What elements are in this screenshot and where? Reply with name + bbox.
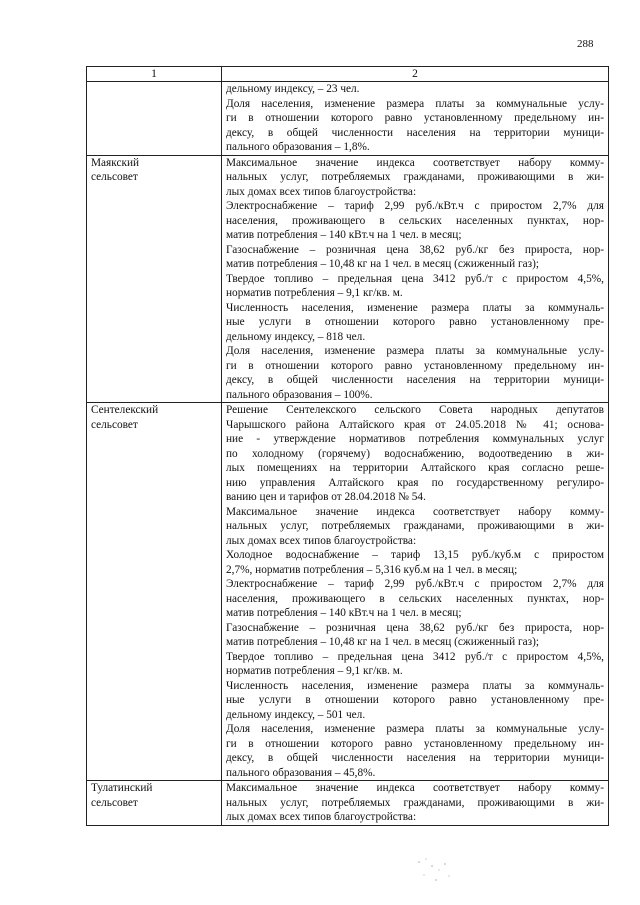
column-header-1: 1 [87, 67, 222, 82]
municipality-name-line: сельсовет [91, 171, 138, 183]
description-line: нию управления Алтайского края по государственному регулиро- [226, 476, 604, 489]
column-header-2: 2 [222, 67, 609, 82]
description-line: ги в отношении которого равно установленному предельному ин- [226, 359, 604, 372]
description-line: ные услуги в отношении которого равно установленному пре- [226, 316, 604, 328]
description-line: Максимальное значение индекса соответствует набору комму- [226, 782, 604, 794]
description-cell [222, 155, 609, 403]
table-body [87, 82, 609, 826]
description-line: 2,7%, норматив потребления – 5,316 куб.м на 1 чел. в месяц; [226, 563, 518, 576]
description-line: матив потребления – 140 кВт.ч на 1 чел. в месяц; [226, 607, 462, 619]
description-cell [222, 82, 609, 156]
description-line: по холодному (горячему) водоснабжению, водоотведению в жи- [226, 447, 604, 460]
description-line: матив потребления – 140 кВт.ч на 1 чел. в месяц; [226, 229, 462, 241]
municipality-name-cell [87, 82, 222, 156]
description-line: дексу, в общей численности населения на территории муници- [226, 374, 604, 386]
description-line: Максимальное значение индекса соответствует набору комму- [226, 505, 604, 518]
table-header-row [87, 67, 609, 82]
description-line: дельному индексу, – 818 чел. [226, 330, 366, 343]
description-line: Холодное водоснабжение – тариф 13,15 руб./куб.м с приростом [226, 549, 604, 561]
municipality-name-line: Сентелекский [91, 404, 159, 416]
description-line: ги в отношении которого равно установленному предельному ин- [226, 112, 604, 124]
municipality-name-line: Маякский [91, 156, 140, 169]
description-line: Электроснабжение – тариф 2,99 руб./кВт.ч с приростом 2,7% для [226, 200, 604, 212]
description-line: лых помещениях на территории Алтайского края согласно реше- [226, 462, 604, 474]
description-line: лых домах всех типов благоустройства: [226, 185, 417, 198]
table-row [87, 403, 609, 781]
description-line: Решение Сентелекского сельского Совета народных депутатов [226, 404, 604, 416]
municipality-name-cell [87, 781, 222, 826]
description-line: матив потребления – 10,48 кг на 1 чел. в месяц (сжиженный газ); [226, 258, 539, 270]
municipality-name-line: Тулатинский [91, 782, 153, 794]
table-row [87, 155, 609, 403]
description-line: Максимальное значение индекса соответствует набору комму- [226, 156, 604, 169]
description-line: ние - утверждение нормативов потребления коммунальных услуг [226, 433, 604, 445]
description-line: лых домах всех типов благоустройства: [226, 534, 417, 547]
description-line: пального образования – 100%. [226, 388, 373, 401]
municipality-name-line: сельсовет [91, 796, 138, 809]
description-line: Чарышского района Алтайского края от 24.05.2018 № 41; основа- [226, 418, 604, 431]
table-row [87, 781, 609, 826]
description-line: населения, проживающего в сельских населенных пунктах, нор- [226, 592, 604, 605]
description-cell [222, 403, 609, 781]
description-line: Твердое топливо – предельная цена 3412 руб./т с приростом 4,5%, [226, 650, 604, 663]
description-line: нальных услуг, потребляемых гражданами, проживающими в жи- [226, 171, 604, 183]
scan-specks [415, 856, 455, 886]
description-line: ванию цен и тарифов от 28.04.2018 № 54. [226, 491, 426, 503]
description-line: Твердое топливо – предельная цена 3412 руб./т с приростом 4,5%, [226, 272, 604, 285]
description-line: Газоснабжение – розничная цена 38,62 руб./кг без прироста, нор- [226, 243, 604, 256]
description-cell [222, 781, 609, 826]
description-line: нальных услуг, потребляемых гражданами, проживающими в жи- [226, 520, 604, 532]
description-line: пального образования – 45,8%. [226, 766, 376, 779]
municipality-name-line: сельсовет [91, 418, 138, 431]
description-line: населения, проживающего в сельских населенных пунктах, нор- [226, 214, 604, 227]
description-line: матив потребления – 10,48 кг на 1 чел. в месяц (сжиженный газ); [226, 636, 539, 648]
description-line: дельному индексу, – 23 чел. [226, 83, 360, 95]
description-line: ные услуги в отношении которого равно установленному пре- [226, 694, 604, 706]
municipal-index-table [86, 66, 609, 826]
page-number: 288 [577, 38, 594, 50]
description-line: Численность населения, изменение размера платы за коммуналь- [226, 301, 604, 314]
description-line: норматив потребления – 9,1 кг/кв. м. [226, 287, 403, 299]
table-row [87, 82, 609, 156]
municipality-name-cell [87, 403, 222, 781]
description-line: ги в отношении которого равно установленному предельному ин- [226, 737, 604, 750]
description-line: нальных услуг, потребляемых гражданами, проживающими в жи- [226, 796, 604, 809]
description-line: Численность населения, изменение размера платы за коммуналь- [226, 679, 604, 692]
description-line: норматив потребления – 9,1 кг/кв. м. [226, 665, 403, 677]
description-line: лых домах всех типов благоустройства: [226, 811, 417, 823]
description-line: Газоснабжение – розничная цена 38,62 руб./кг без прироста, нор- [226, 621, 604, 634]
description-line: Доля населения, изменение размера платы за коммунальные услу- [226, 723, 604, 735]
description-line: Доля населения, изменение размера платы за коммунальные услу- [226, 345, 604, 357]
description-line: пального образования – 1,8%. [226, 141, 370, 153]
description-line: Доля населения, изменение размера платы за коммунальные услу- [226, 97, 604, 110]
description-line: дексу, в общей численности населения на территории муници- [226, 126, 604, 139]
description-line: Электроснабжение – тариф 2,99 руб./кВт.ч с приростом 2,7% для [226, 578, 604, 590]
description-line: дельному индексу, – 501 чел. [226, 708, 366, 721]
municipality-name-cell [87, 155, 222, 403]
description-line: дексу, в общей численности населения на территории муници- [226, 752, 604, 764]
